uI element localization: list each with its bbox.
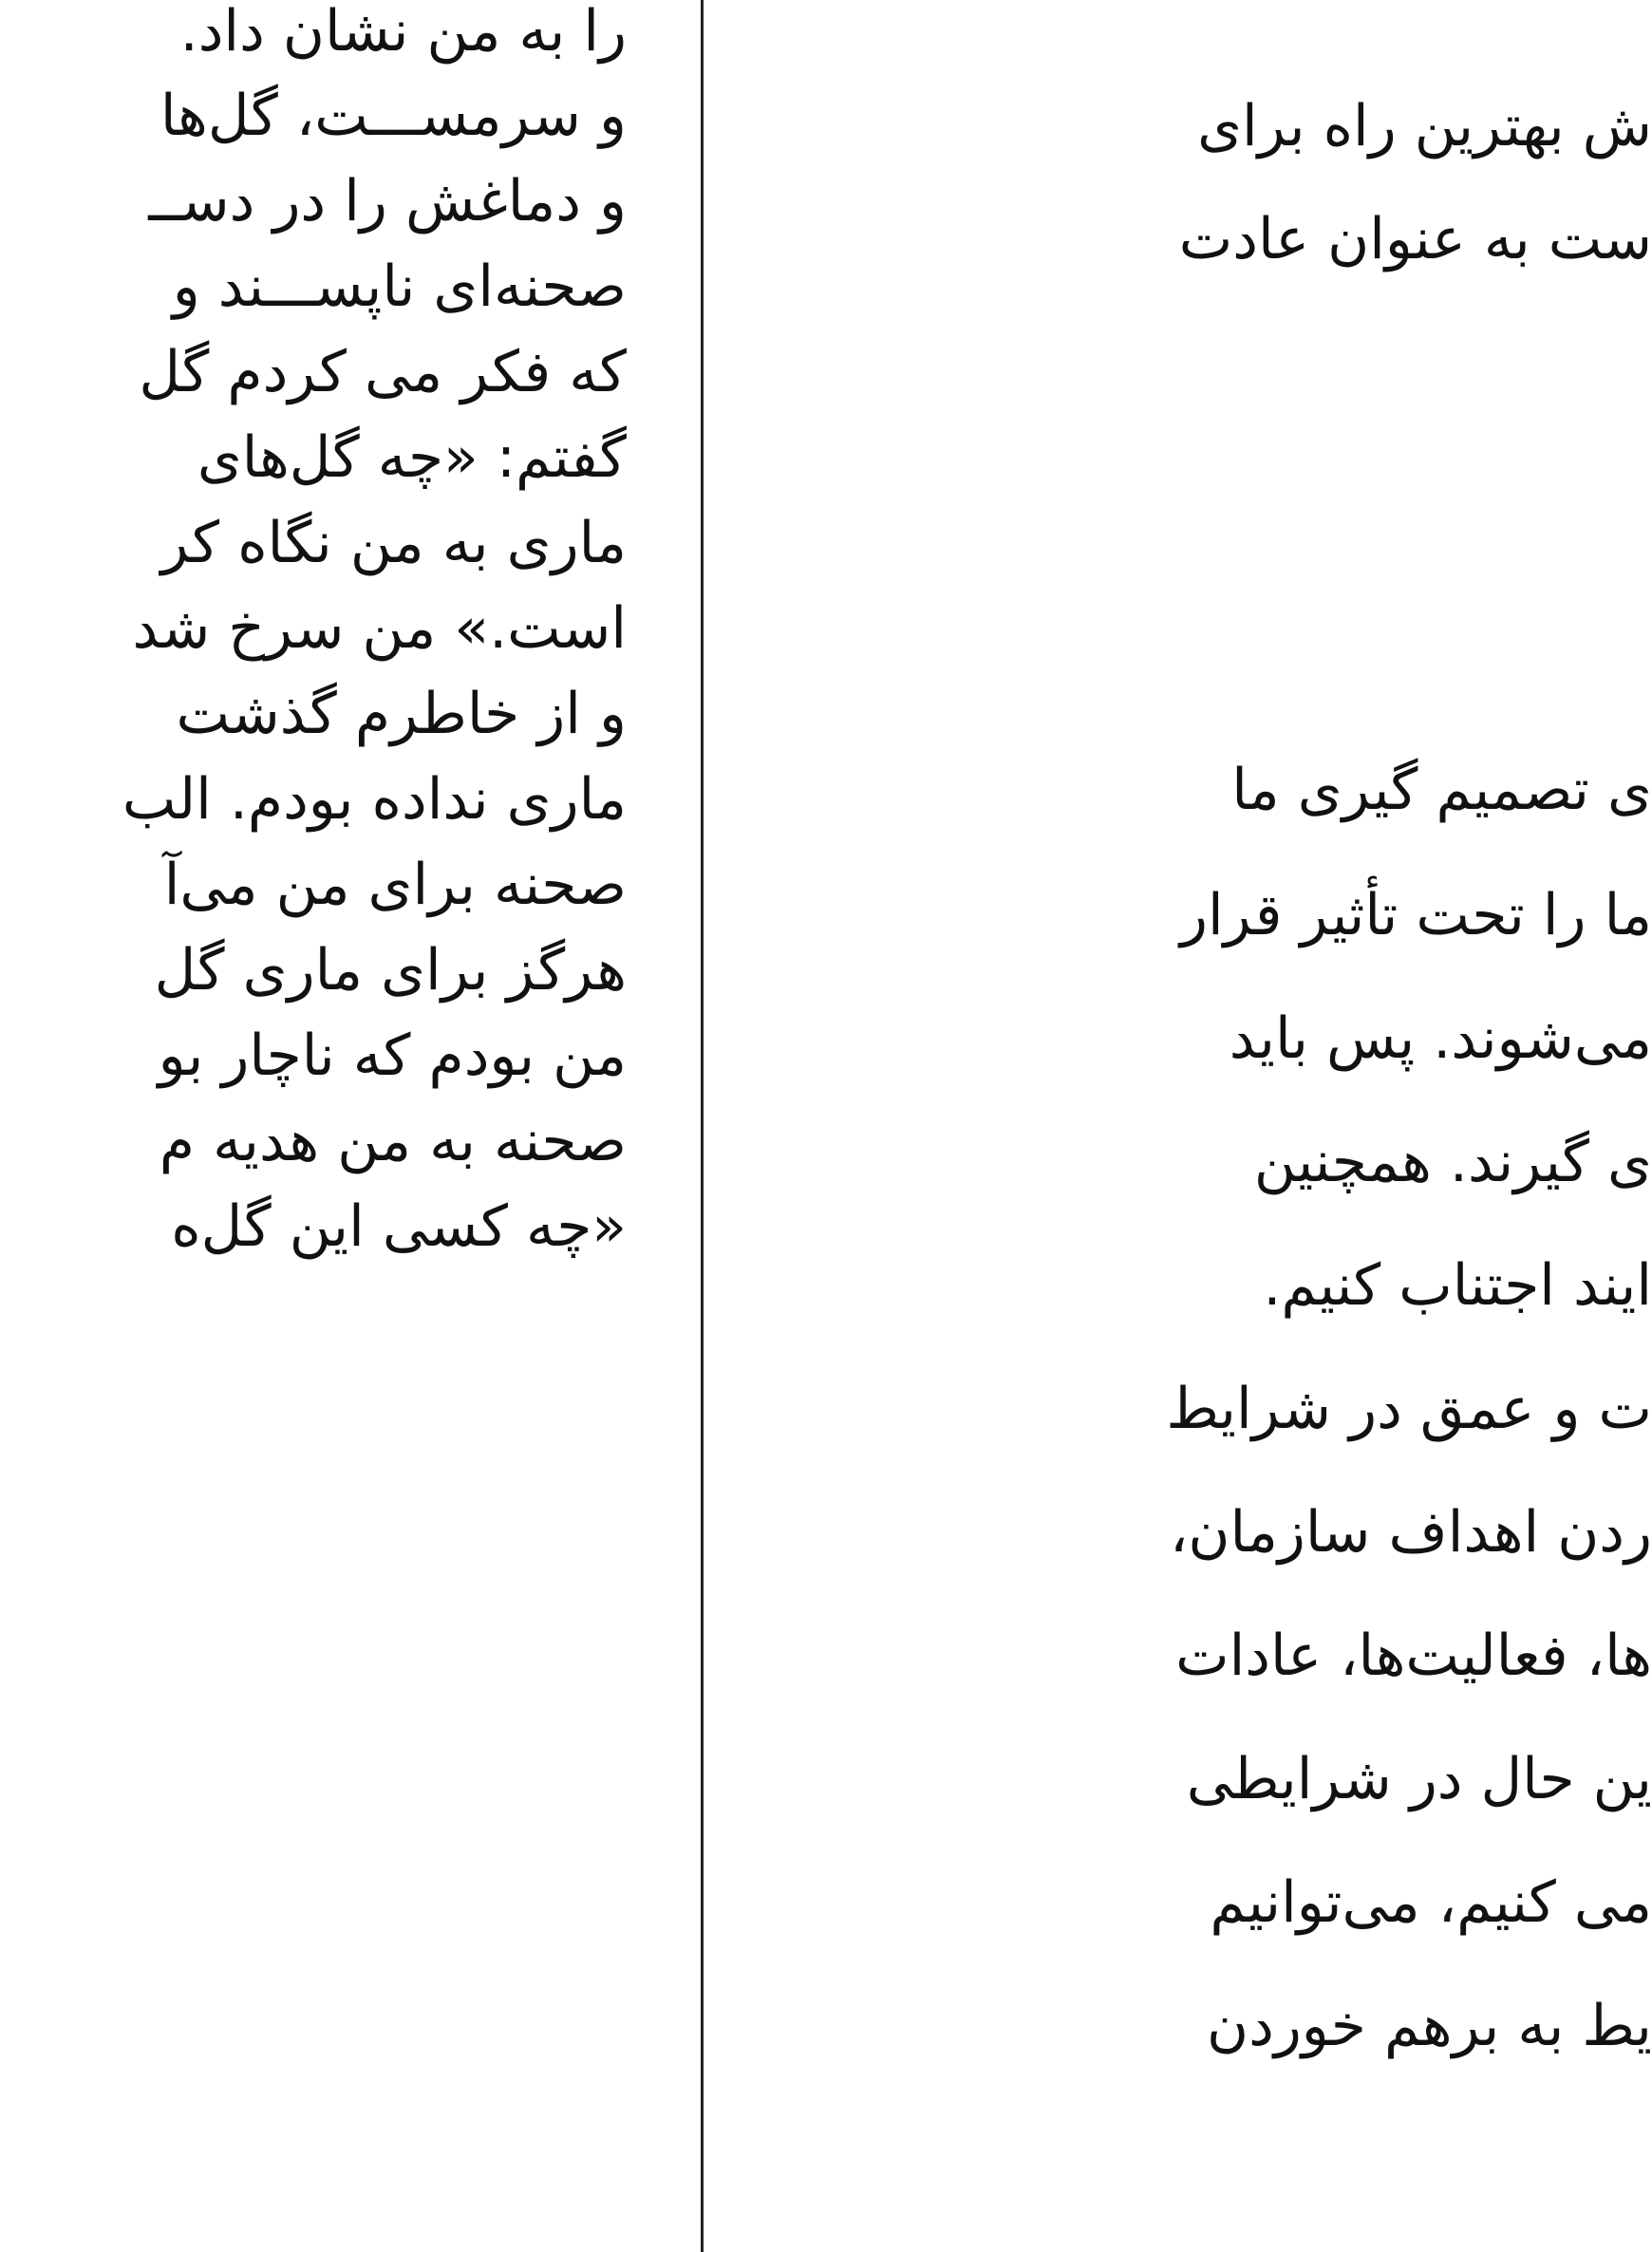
text-line: می کنیم، می‌توانیم bbox=[1210, 1869, 1652, 1936]
text-line: و سرمســـت، گل‌ها bbox=[160, 83, 627, 149]
text-line: ی گیرند. همچنین bbox=[1253, 1129, 1652, 1195]
text-line: ت و عمق در شرایط bbox=[1166, 1376, 1652, 1442]
text-line: ماری به من نگاه کر bbox=[160, 510, 627, 576]
text-line: که فکر می کردم گل bbox=[139, 339, 627, 405]
text-line: ایند اجتناب کنیم. bbox=[1263, 1252, 1652, 1319]
text-line: یط به برهم خوردن bbox=[1207, 1993, 1652, 2059]
column-divider bbox=[701, 0, 704, 2252]
text-line: هرگز برای ماری گل bbox=[154, 937, 627, 1004]
text-line: من بودم که ناچار بو bbox=[158, 1023, 627, 1089]
text-line: را به من نشان داد. bbox=[179, 0, 627, 65]
left-text-column bbox=[0, 0, 627, 2252]
text-line: صحنه‌ای ناپســـند و bbox=[172, 253, 627, 320]
text-line: و دماغش را در دســ bbox=[148, 168, 627, 235]
text-line: ماری نداده بودم. الب bbox=[122, 766, 627, 833]
text-line: ست به عنوان عادت bbox=[1178, 206, 1652, 272]
text-line: ها، فعالیت‌ها، عادات bbox=[1175, 1623, 1652, 1689]
right-text-column bbox=[714, 0, 1652, 2252]
text-line: ی تصمیم گیری ما bbox=[1231, 757, 1652, 823]
text-line: است.» من سرخ شد bbox=[132, 595, 627, 662]
text-line: «چه کسی این گل‌ه bbox=[171, 1193, 627, 1260]
text-line: و از خاطرم گذشت bbox=[176, 681, 627, 747]
text-line: ش بهترین راه برای bbox=[1197, 93, 1652, 160]
text-line: صحنه برای من می‌آ bbox=[163, 852, 627, 918]
text-line: صحنه به من هدیه م bbox=[159, 1108, 627, 1174]
text-line: ما را تحت تأثیر قرار bbox=[1179, 882, 1652, 948]
text-line: می‌شوند. پس باید bbox=[1229, 1005, 1652, 1072]
text-line: ین حال در شرایطی bbox=[1186, 1746, 1652, 1812]
text-line: گفتم: «چه گل‌های bbox=[197, 424, 627, 491]
text-line: ردن اهداف سازمان، bbox=[1170, 1499, 1652, 1566]
